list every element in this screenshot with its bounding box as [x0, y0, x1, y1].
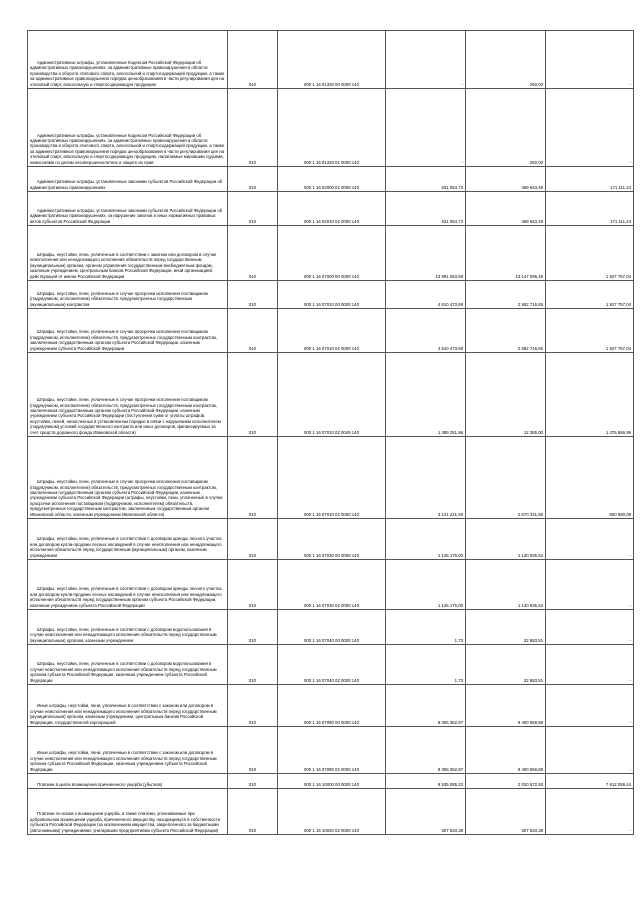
- row-name: Иные штрафы, неустойки, пени, уплаченные в соответствии с законом или договором в случае неисполнения или ненадлежащего исполнения обязательств перед государственным органом субъекта Российской Федерации, казенным учреждением субъекта Российской Федерации: [28, 727, 228, 774]
- row-approved: 1 389 251,96: [386, 353, 466, 437]
- revenue-table: [27, 30, 634, 835]
- row-name: Иные штрафы, неустойки, пени, уплаченные в соответствии с законом или договором в случае неисполнения или ненадлежащего исполнения обязательств перед государственным (муниципальным) органом, казенным учреждением, Центральным банком Российской Федерации, государственной корпорацией: [28, 685, 228, 727]
- row-unexecuted: -: [546, 31, 634, 89]
- row-line-code: 010: [228, 309, 278, 353]
- table-row: [28, 789, 634, 835]
- row-line-code: 010: [228, 437, 278, 519]
- table-row: [28, 519, 634, 560]
- row-line-code: 010: [228, 167, 278, 192]
- row-unexecuted: 1 927 757,04: [546, 309, 634, 353]
- row-executed: 2 570 331,85: [466, 437, 546, 519]
- row-approved: 1 125 175,00: [386, 519, 466, 560]
- row-name: Штрафы, неустойки, пени, уплаченные в случае просрочки исполнения поставщиком (подрядчиком, исполнителем) обязательств, предусмотренных государственным контрактом, заключенным государственным органом субъекта Российской Федерации, казенным учреждением субъекта Российской Федерации: [28, 309, 228, 353]
- row-unexecuted: -: [546, 727, 634, 774]
- row-executed: 1 130 935,52: [466, 519, 546, 560]
- row-line-code: 010: [228, 281, 278, 309]
- row-line-code: 010: [228, 610, 278, 645]
- table-row: [28, 353, 634, 437]
- row-name: Административные штрафы, установленные законами субъектов Российской Федерации об административных правонарушениях, за нарушение законов и иных нормативных правовых актов субъектов Российской Федерации: [28, 192, 228, 226]
- row-unexecuted: -: [546, 560, 634, 610]
- row-line-code: 010: [228, 727, 278, 774]
- row-approved: 1,73: [386, 610, 466, 645]
- row-approved: 631 054,73: [386, 192, 466, 226]
- row-executed: 13 147 095,48: [466, 226, 546, 281]
- table-row: [28, 610, 634, 645]
- row-unexecuted: 1 376 866,96: [546, 353, 634, 437]
- row-line-code: 010: [228, 89, 278, 167]
- table-row: [28, 192, 634, 226]
- row-executed: 459 943,49: [466, 192, 546, 226]
- row-approved: 4 510 473,69: [386, 281, 466, 309]
- row-budget-code: 000 1 16 07040 00 0000 140: [278, 610, 386, 645]
- row-unexecuted: -: [546, 519, 634, 560]
- row-budget-code: 000 1 16 07010 02 0000 140: [278, 309, 386, 353]
- row-name: Штрафы, неустойки, пени, уплаченные в случае просрочки исполнения поставщиком (подрядчиком, исполнителем) обязательств, предусмотренных государственным контрактом, заключенным государственным органом субъекта Российской Федерации, казенным учреждением субъекта Российской Федерации (штрафы, неустойки, пени, уплаченные в случае просрочки исполнения поставщиком (подрядчиком, исполнителем) обязательств, предусмотренных государственным контрактом, заключенным государственным органом Ивановской области, казенным учреждением Ивановской области): [28, 437, 228, 519]
- row-executed: 2 582 716,65: [466, 281, 546, 309]
- row-line-code: 010: [228, 226, 278, 281]
- row-budget-code: 000 1 16 01333 01 0000 140: [278, 89, 386, 167]
- table-row: [28, 685, 634, 727]
- row-approved: 8 355 362,97: [386, 727, 466, 774]
- row-unexecuted: -: [546, 789, 634, 835]
- table-row: [28, 89, 634, 167]
- row-name: Штрафы, неустойки, пени, уплаченные в соответствии с законом или договором в случае неисполнения или ненадлежащего исполнения обязательств перед государственным (муниципальным) органом, органом управления государственным внебюджетным фондом, казенным учреждением, Центральным банком Российской Федерации, иной организацией, действующей от имени Российской Федерации: [28, 226, 228, 281]
- row-approved: -: [386, 89, 466, 167]
- row-executed: 307 633,38: [466, 789, 546, 835]
- row-line-code: 010: [228, 353, 278, 437]
- row-approved: -: [386, 31, 466, 89]
- row-budget-code: 000 1 16 10000 00 0000 140: [278, 774, 386, 789]
- row-budget-code: 000 1 16 01330 00 0000 140: [278, 31, 386, 89]
- row-line-code: 010: [228, 645, 278, 685]
- row-unexecuted: -: [546, 645, 634, 685]
- table-row: [28, 774, 634, 789]
- row-line-code: 010: [228, 685, 278, 727]
- table-row: [28, 727, 634, 774]
- row-line-code: 010: [228, 774, 278, 789]
- table-row: [28, 645, 634, 685]
- row-name: Штрафы, неустойки, пени, уплаченные в случае просрочки исполнения поставщиком (подрядчиком, исполнителем) обязательств, предусмотренных государственным (муниципальным) контрактом: [28, 281, 228, 309]
- row-executed: 9 400 559,88: [466, 685, 546, 727]
- row-approved: 631 054,73: [386, 167, 466, 192]
- row-executed: 1 130 935,52: [466, 560, 546, 610]
- row-name: Штрафы, неустойки, пени, уплаченные в соответствии с договором аренды лесного участка или договором купли-продажи лесных насаждений в случае неисполнения или ненадлежащего исполнения обязательств перед государственным (муниципальным) органом, казенным учреждением: [28, 519, 228, 560]
- row-approved: 4 510 473,69: [386, 309, 466, 353]
- row-executed: 32 883,51: [466, 645, 546, 685]
- row-approved: 1 125 175,00: [386, 560, 466, 610]
- row-budget-code: 000 1 16 07010 02 0050 140: [278, 437, 386, 519]
- row-budget-code: 000 1 16 10020 02 0000 140: [278, 789, 386, 835]
- row-budget-code: 000 1 16 07090 00 0000 140: [278, 685, 386, 727]
- table-row: [28, 167, 634, 192]
- row-line-code: 010: [228, 31, 278, 89]
- row-unexecuted: 171 111,24: [546, 192, 634, 226]
- row-budget-code: 000 1 16 07000 00 0000 140: [278, 226, 386, 281]
- row-unexecuted: 1 927 757,04: [546, 281, 634, 309]
- row-name: Штрафы, неустойки, пени, уплаченные в соответствии с договором водопользования в случае неисполнения или ненадлежащего исполнения обязательств перед государственным (муниципальным) органом, казенным учреждением: [28, 610, 228, 645]
- row-approved: 3 121 221,93: [386, 437, 466, 519]
- row-name: Платежи в целях возмещения причиненного ущерба (убытков): [28, 774, 228, 789]
- row-budget-code: 000 1 16 07010 02 0049 140: [278, 353, 386, 437]
- row-budget-code: 000 1 16 07030 02 0000 140: [278, 560, 386, 610]
- row-unexecuted: 550 890,08: [546, 437, 634, 519]
- row-name: Штрафы, неустойки, пени, уплаченные в соответствии с договором водопользования в случае неисполнения или ненадлежащего исполнения обязательств перед государственным органом субъекта Российской Федерации, казенным учреждением субъекта Российской Федерации: [28, 645, 228, 685]
- row-unexecuted: -: [546, 89, 634, 167]
- row-unexecuted: -: [546, 685, 634, 727]
- row-unexecuted: -: [546, 610, 634, 645]
- row-approved: 307 633,38: [386, 789, 466, 835]
- row-budget-code: 000 1 16 07030 00 0000 140: [278, 519, 386, 560]
- row-executed: 9 400 559,88: [466, 727, 546, 774]
- row-budget-code: 000 1 16 07040 02 0000 140: [278, 645, 386, 685]
- row-name: Платежи по искам о возмещении ущерба, а также платежи, уплачиваемые при добровольном возмещении ущерба, причиненного имуществу, находящемуся в собственности субъекта Российской Федерации (за исключением имущества, закрепленного за бюджетными (автономными) учреждениями, унитарными предприятиями субъекта Российской Федерации): [28, 789, 228, 835]
- row-budget-code: 000 1 16 07090 02 0000 140: [278, 727, 386, 774]
- row-budget-code: 000 1 16 07010 00 0000 140: [278, 281, 386, 309]
- row-line-code: 010: [228, 192, 278, 226]
- row-name: Административные штрафы, установленные Кодексом Российской Федерации об административных правонарушениях, за административные правонарушения в области производства и оборота этилового спирта, алкогольной и спиртосодержащей продукции, а также за административные правонарушения порядка ценообразования в части регулирования цен на этиловый спирт, алкогольную и спиртосодержащую продукцию, налагаемые мировыми судьями, комиссиями по делам несовершеннолетних и защите их прав: [28, 89, 228, 167]
- row-approved: 8 355 362,97: [386, 685, 466, 727]
- row-line-code: 010: [228, 519, 278, 560]
- row-executed: 2 582 716,65: [466, 309, 546, 353]
- row-executed: 250,00: [466, 31, 546, 89]
- row-approved: 9 535 085,22: [386, 774, 466, 789]
- row-budget-code: 000 1 16 02000 02 0000 140: [278, 167, 386, 192]
- row-name: Административные штрафы, установленные Кодексом Российской Федерации об административных правонарушениях, за административные правонарушения в области производства и оборота этилового спирта, алкогольной и спиртосодержащей продукции, а также за административные правонарушения порядка ценообразования в части регулирования цен на этиловый спирт, алкогольную и спиртосодержащую продукцию: [28, 31, 228, 89]
- table-row: [28, 226, 634, 281]
- row-executed: 2 020 572,93: [466, 774, 546, 789]
- row-executed: 12 385,00: [466, 353, 546, 437]
- row-line-code: 010: [228, 560, 278, 610]
- row-executed: 459 943,49: [466, 167, 546, 192]
- row-name: Штрафы, неустойки, пени, уплаченные в соответствии с договором аренды лесного участка или договором купли-продажи лесных насаждений в случае неисполнения или ненадлежащего исполнения обязательств перед государственным органом субъекта Российской Федерации, казенным учреждением субъекта Российской Федерации: [28, 560, 228, 610]
- row-unexecuted: 7 612 059,44: [546, 774, 634, 789]
- row-name: Административные штрафы, установленные законами субъектов Российской Федерации об административных правонарушениях: [28, 167, 228, 192]
- row-unexecuted: 1 927 757,04: [546, 226, 634, 281]
- row-budget-code: 000 1 16 02010 02 0000 140: [278, 192, 386, 226]
- row-line-code: 010: [228, 789, 278, 835]
- table-row: [28, 309, 634, 353]
- row-approved: 1,73: [386, 645, 466, 685]
- table-row: [28, 281, 634, 309]
- row-name: Штрафы, неустойки, пени, уплаченные в случае просрочки исполнения поставщиком (подрядчиком, исполнителем) обязательств, предусмотренных государственным контрактом, заключенным государственным органом субъекта Российской Федерации, казенным учреждением субъекта Российской Федерации (поступления сумм от уплаты штрафов, неустойки, пеней, начисленных в установленном порядке в связи с нарушением исполнителем (подрядчиком) условий государственного контракта или иных договоров, финансируемых за счет средств дорожного фонда Ивановской области): [28, 353, 228, 437]
- row-executed: 32 883,51: [466, 610, 546, 645]
- row-executed: 250,00: [466, 89, 546, 167]
- table-row: [28, 560, 634, 610]
- table-row: [28, 31, 634, 89]
- row-unexecuted: 171 111,24: [546, 167, 634, 192]
- row-approved: 13 991 063,59: [386, 226, 466, 281]
- table-row: [28, 437, 634, 519]
